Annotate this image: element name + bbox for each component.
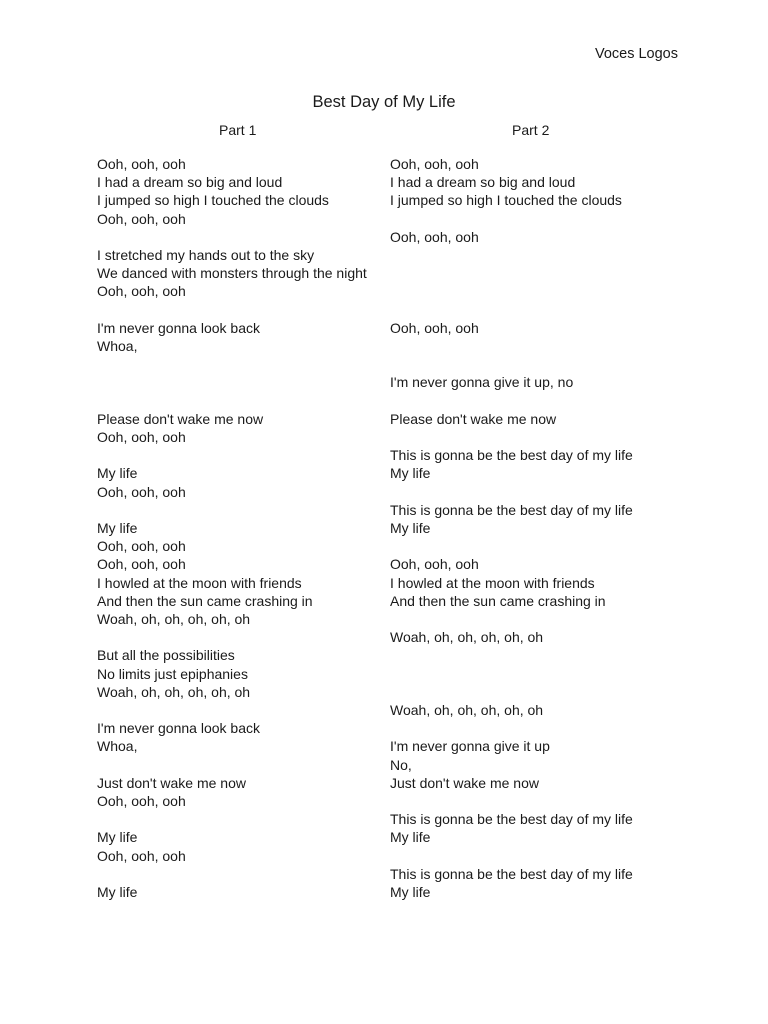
lyric-line: No limits just epiphanies	[97, 665, 248, 682]
lyric-line: This is gonna be the best day of my life	[390, 501, 633, 518]
lyric-line: Ooh, ooh, ooh	[97, 283, 186, 300]
lyric-line: Ooh, ooh, ooh	[97, 483, 186, 500]
lyric-line: I had a dream so big and loud	[390, 174, 576, 191]
lyric-line: Please don't wake me now	[390, 410, 557, 427]
lyric-line: I howled at the moon with friends	[97, 574, 302, 591]
page-title: Best Day of My Life	[312, 93, 456, 111]
lyric-line: I stretched my hands out to the sky	[97, 247, 315, 263]
lyric-line: I'm never gonna give it up	[390, 738, 550, 755]
lyric-line: Ooh, ooh, ooh	[390, 319, 479, 336]
lyric-line: I'm never gonna look back	[97, 720, 260, 737]
lyric-line: Woah, oh, oh, oh, oh, oh	[390, 702, 544, 718]
lyric-line: And then the sun came crashing in	[390, 592, 606, 609]
lyric-line: Woah, oh, oh, oh, oh, oh	[390, 629, 544, 646]
part-2-heading: Part 2	[512, 122, 550, 138]
lyric-line: Ooh, ooh, ooh	[390, 228, 479, 245]
lyric-line: I had a dream so big and loud	[97, 174, 283, 191]
lyric-line: My life	[390, 884, 431, 900]
lyric-line: Ooh, ooh, ooh	[97, 793, 186, 809]
lyric-line: Ooh, ooh, ooh	[97, 210, 186, 227]
lyric-line: Ooh, ooh, ooh	[97, 556, 186, 573]
lyric-line: But all the possibilities	[97, 647, 235, 664]
lyric-line: I'm never gonna give it up, no	[390, 374, 574, 391]
lyric-line: This is gonna be the best day of my life	[390, 865, 633, 882]
lyric-line: I jumped so high I touched the clouds	[97, 192, 329, 209]
lyric-line: I jumped so high I touched the clouds	[390, 192, 622, 209]
lyric-line: My life	[97, 829, 138, 846]
lyric-line: My life	[97, 520, 138, 536]
lyric-line: Ooh, ooh, ooh	[390, 156, 479, 172]
lyric-line: Whoa,	[97, 338, 138, 354]
lyric-line: My life	[390, 465, 431, 482]
lyric-line: Ooh, ooh, ooh	[390, 556, 479, 573]
lyric-line: Ooh, ooh, ooh	[97, 847, 186, 864]
lyric-line: No,	[390, 756, 412, 773]
lyric-line: Woah, oh, oh, oh, oh, oh	[97, 683, 251, 700]
lyric-line: Ooh, ooh, ooh	[97, 538, 186, 555]
lyric-line: My life	[97, 465, 138, 482]
lyric-line: This is gonna be the best day of my life	[390, 447, 633, 464]
lyric-line: Just don't wake me now	[390, 774, 539, 791]
lyric-line: Ooh, ooh, ooh	[97, 429, 186, 445]
lyric-line: I'm never gonna look back	[97, 319, 260, 336]
lyric-line: And then the sun came crashing in	[97, 592, 313, 609]
lyric-line: My life	[390, 829, 431, 846]
lyric-line: My life	[97, 884, 138, 900]
lyric-line: Ooh, ooh, ooh	[97, 156, 186, 172]
lyric-line: My life	[390, 520, 431, 536]
lyric-line: We danced with monsters through the night	[97, 265, 367, 282]
lyric-line: Please don't wake me now	[97, 410, 264, 427]
lyric-line: I howled at the moon with friends	[390, 574, 595, 591]
part-1-heading: Part 1	[219, 122, 257, 138]
lyric-line: Just don't wake me now	[97, 774, 246, 791]
document-author: Voces Logos	[594, 46, 678, 62]
lyric-line: Whoa,	[97, 738, 138, 755]
lyric-line: Woah, oh, oh, oh, oh, oh	[97, 611, 251, 627]
lyric-line: This is gonna be the best day of my life	[390, 811, 633, 828]
